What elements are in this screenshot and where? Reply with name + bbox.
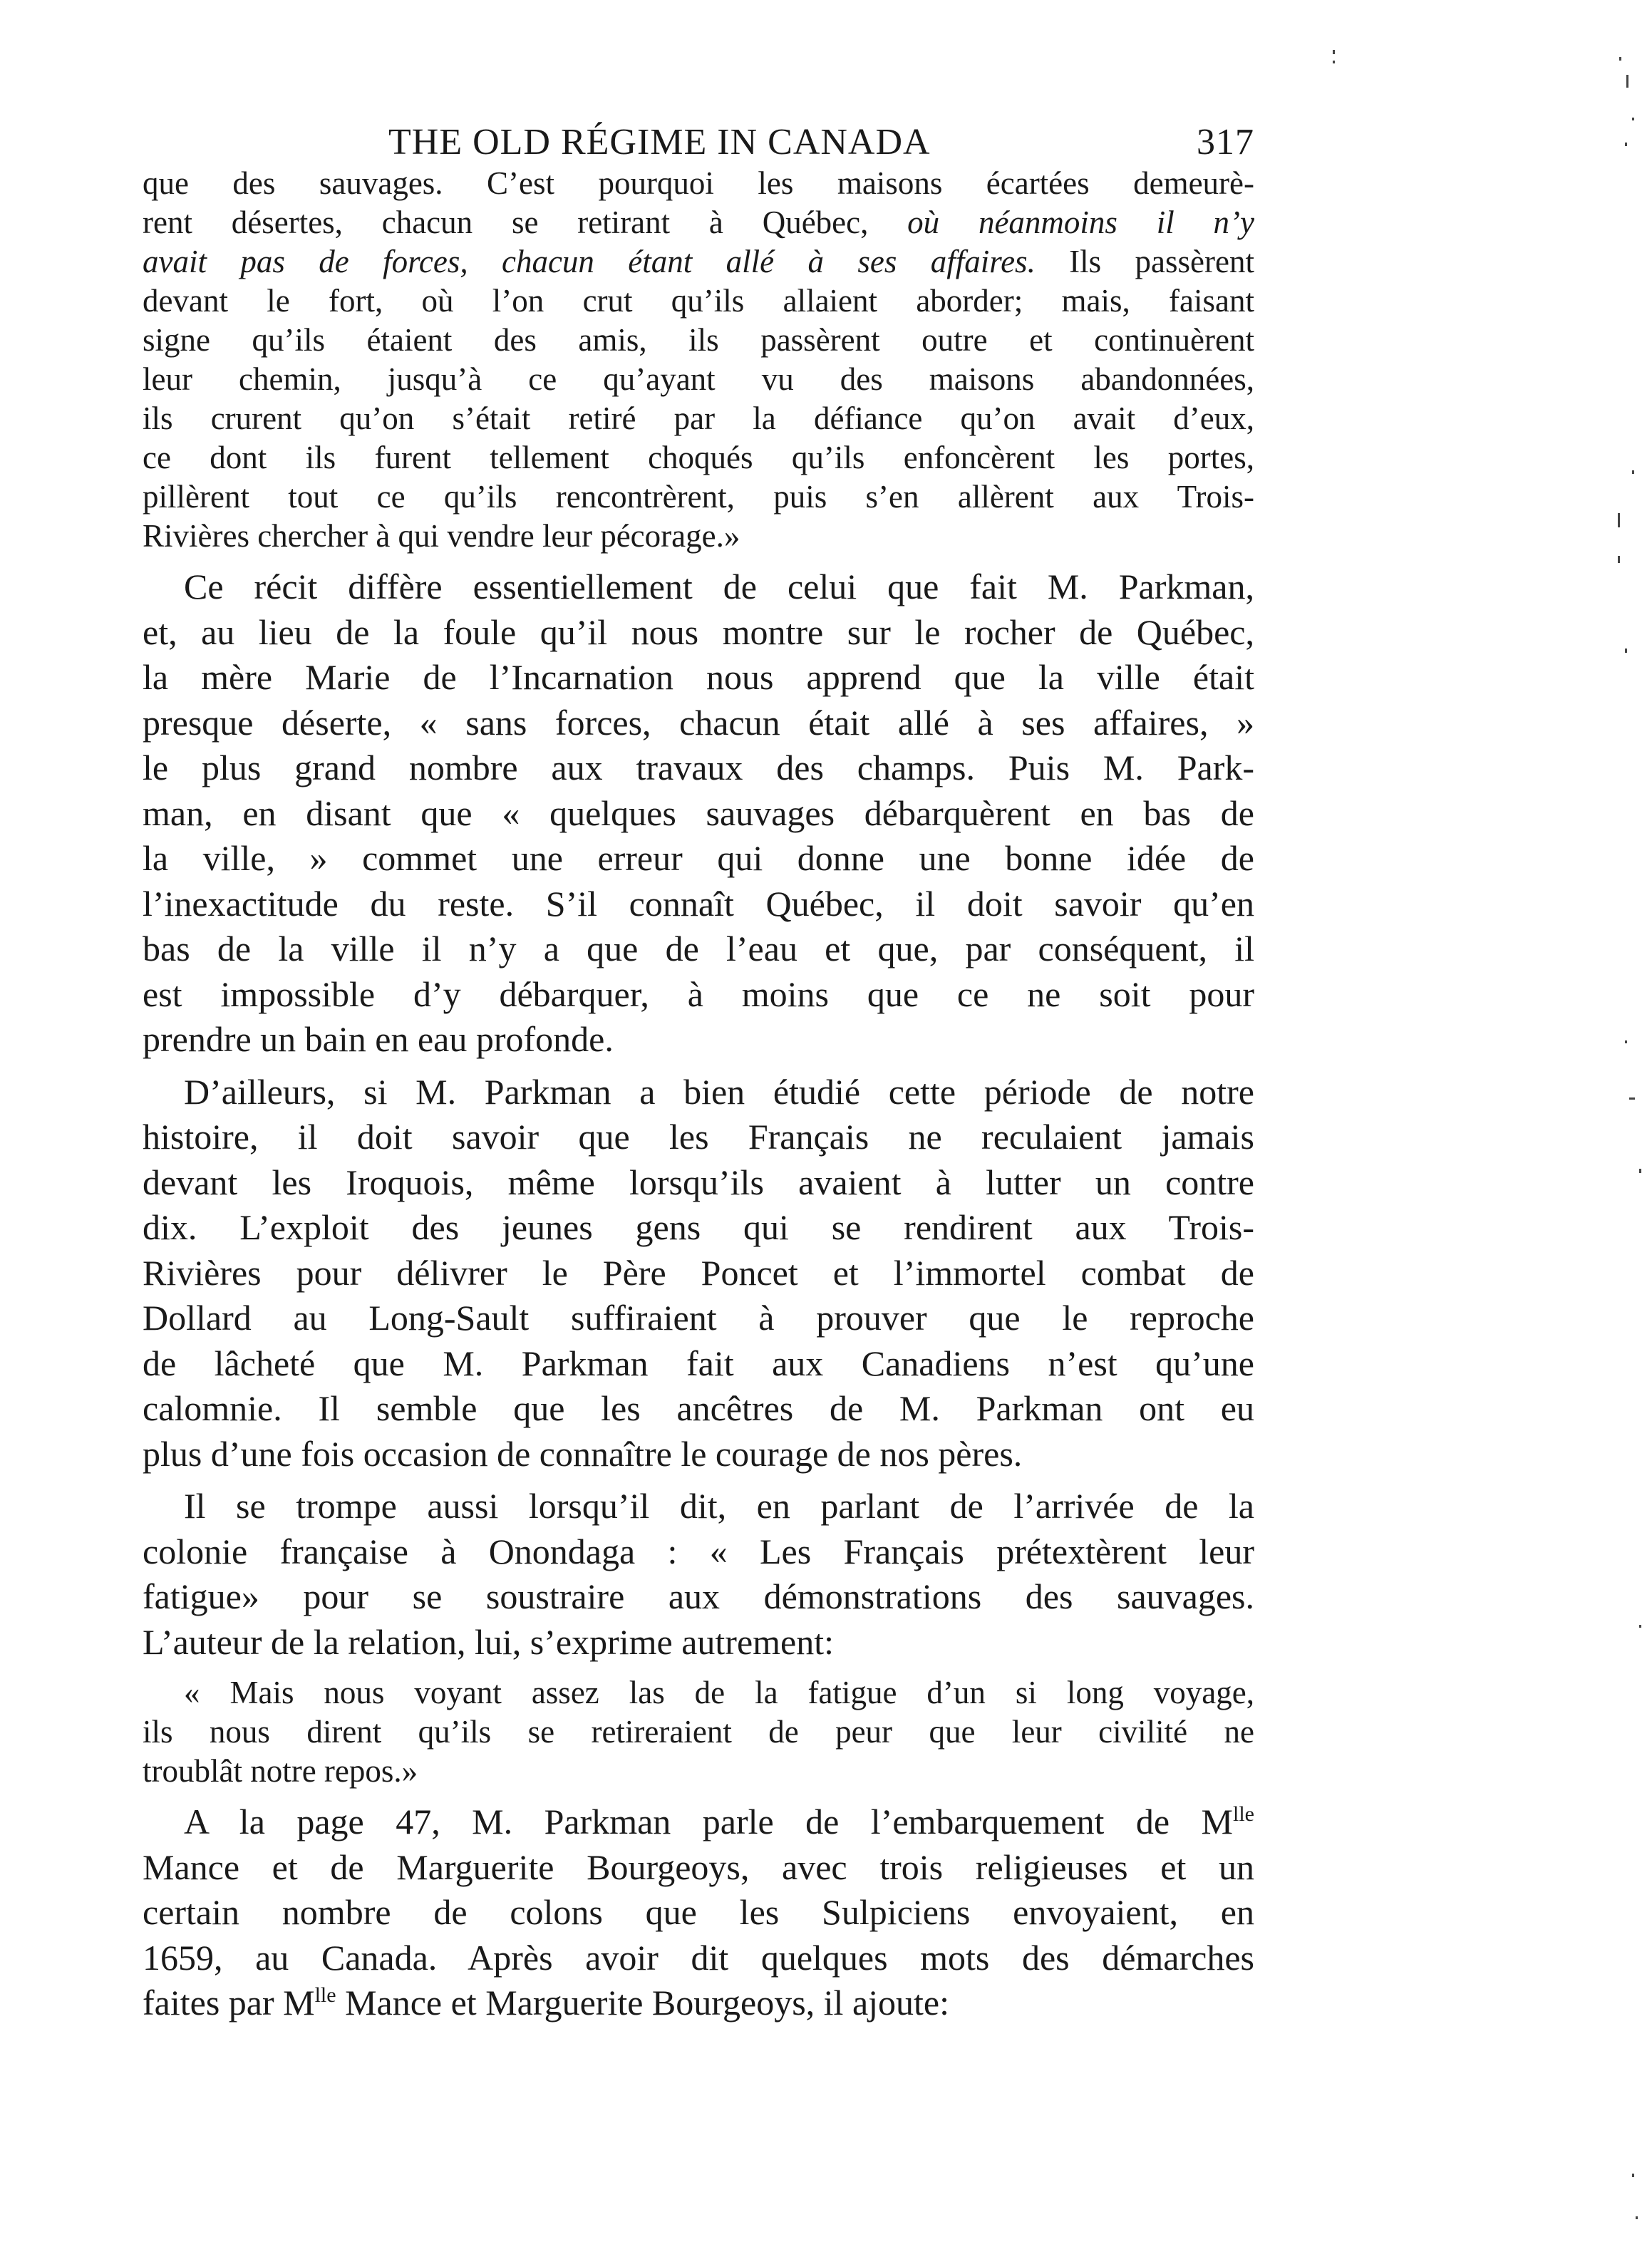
- paragraph: [143, 1484, 1254, 1665]
- superscript: lle: [1233, 1802, 1254, 1826]
- scan-speck: [1632, 118, 1634, 120]
- book-page: [143, 107, 1254, 2033]
- block-quote: [143, 1673, 1254, 1791]
- text-line: ce dont ils furent tellement choqués qu’ils enfoncèrent les portes,: [143, 440, 1254, 475]
- text-line: man, en disant que « quelques sauvages débarquèrent en bas de: [143, 792, 1254, 833]
- scan-speck: [1625, 143, 1627, 146]
- text-line: de lâcheté que M. Parkman fait aux Canadiens n’est qu’une: [143, 1343, 1254, 1383]
- text-line: histoire, il doit savoir que les Français ne reculaient jamais: [143, 1117, 1254, 1157]
- text-line: « Mais nous voyant assez las de la fatigue d’un si long voyage,: [184, 1675, 1254, 1710]
- running-head: [143, 107, 1254, 164]
- text-line: que des sauvages. C’est pourquoi les maisons écartées demeurè-: [143, 165, 1254, 201]
- text-line: Mance et de Marguerite Bourgeoys, avec trois religieuses et un: [143, 1846, 1254, 1887]
- scan-speck: [1333, 50, 1335, 54]
- text-line: signe qu’ils étaient des amis, ils passèrent outre et continuèrent: [143, 322, 1254, 358]
- text-line: dix. L’exploit des jeunes gens qui se rendirent aux Trois-: [143, 1207, 1254, 1247]
- text-line: L’auteur de la relation, lui, s’exprime autrement:: [143, 1621, 835, 1662]
- text-line: certain nombre de colons que les Sulpiciens envoyaient, en: [143, 1892, 1254, 1932]
- text-line: devant les Iroquois, même lorsqu’ils avaient à lutter un contre: [143, 1162, 1254, 1202]
- text-line: plus d’une fois occasion de connaître le courage de nos pères.: [143, 1433, 1023, 1474]
- text-line: la ville, » commet une erreur qui donne une bonne idée de: [143, 838, 1254, 878]
- text-line: colonie française à Onondaga : « Les Français prétextèrent leur: [143, 1531, 1254, 1571]
- text-line: [143, 203, 1254, 242]
- text-line: et, au lieu de la foule qu’il nous montre sur le rocher de Québec,: [143, 611, 1254, 652]
- text-line: pillèrent tout ce qu’ils rencontrèrent, puis s’en allèrent aux Trois-: [143, 479, 1254, 515]
- page-number: 317: [1197, 122, 1254, 162]
- text-line: Dollard au Long-Sault suffiraient à prouver que le reproche: [143, 1298, 1254, 1338]
- text-line: ils crurent qu’on s’était retiré par la défiance qu’on avait d’eux,: [143, 401, 1254, 436]
- text-line: Il se trompe aussi lorsqu’il dit, en parlant de l’arrivée de la: [184, 1486, 1254, 1526]
- text-segment: rent désertes, chacun se retirant à Québec,: [143, 205, 908, 240]
- text-line: ils nous dirent qu’ils se retireraient de peur que leur civilité ne: [143, 1714, 1254, 1750]
- text-line: fatigue» pour se soustraire aux démonstrations des sauvages.: [143, 1576, 1254, 1616]
- scan-speck: [1632, 470, 1634, 474]
- text-line: Rivières pour délivrer le Père Poncet et l’immortel combat de: [143, 1252, 1254, 1293]
- text-segment: faites par M: [143, 1983, 315, 2023]
- scan-speck: [1618, 513, 1620, 527]
- scan-speck: [1626, 75, 1628, 88]
- text-line: Rivières chercher à qui vendre leur pécorage.»: [143, 518, 740, 554]
- superscript: lle: [314, 1983, 336, 2007]
- running-title: THE OLD RÉGIME IN CANADA: [388, 122, 931, 162]
- quote-continuation: [143, 164, 1254, 556]
- text-line: prendre un bain en eau profonde.: [143, 1019, 614, 1059]
- text-segment: Mance et Marguerite Bourgeoys, il ajoute:: [336, 1983, 950, 2023]
- text-line: [143, 242, 1254, 281]
- text-line: [143, 1799, 1254, 1845]
- italic-segment: avait pas de forces, chacun étant allé à ses affaires.: [143, 244, 1036, 279]
- scan-speck: [1618, 556, 1620, 563]
- text-line: le plus grand nombre aux travaux des champs. Puis M. Park-: [143, 748, 1254, 787]
- text-line: 1659, au Canada. Après avoir dit quelques mots des démarches: [143, 1937, 1254, 1978]
- scan-speck: [1619, 57, 1621, 61]
- text-segment: A la page 47, M. Parkman parle de l’embarquement de M: [184, 1802, 1233, 1841]
- scan-speck: [1636, 2216, 1638, 2219]
- text-line: [143, 1980, 1254, 2026]
- scan-speck: [1632, 2174, 1634, 2177]
- italic-segment: où néanmoins il n’y: [907, 205, 1254, 240]
- scan-speck: [1639, 1625, 1641, 1628]
- text-line: Ce récit diffère essentiellement de celui que fait M. Parkman,: [184, 567, 1254, 606]
- text-line: la mère Marie de l’Incarnation nous apprend que la ville était: [143, 657, 1254, 697]
- scan-speck: [1333, 61, 1335, 63]
- text-line: leur chemin, jusqu’à ce qu’ayant vu des maisons abandonnées,: [143, 361, 1254, 397]
- text-line: est impossible d’y débarquer, à moins que ce ne soit pour: [143, 973, 1254, 1014]
- text-line: troublât notre repos.»: [143, 1753, 418, 1789]
- text-line: presque déserte, « sans forces, chacun était allé à ses affaires, »: [143, 702, 1254, 743]
- scan-speck: [1629, 1097, 1635, 1100]
- text-segment: Ils passèrent: [1035, 244, 1254, 279]
- text-line: bas de la ville il n’y a que de l’eau et que, par conséquent, il: [143, 929, 1254, 968]
- paragraph: [143, 1070, 1254, 1477]
- paragraph: [143, 564, 1254, 1063]
- text-line: l’inexactitude du reste. S’il connaît Québec, il doit savoir qu’en: [143, 883, 1254, 924]
- text-line: D’ailleurs, si M. Parkman a bien étudié cette période de notre: [184, 1071, 1254, 1112]
- scan-speck: [1639, 1169, 1641, 1173]
- scan-speck: [1625, 1040, 1627, 1043]
- scan-speck: [1625, 649, 1627, 653]
- paragraph: [143, 1799, 1254, 2026]
- page-body: [143, 164, 1254, 2026]
- text-line: calomnie. Il semble que les ancêtres de M. Parkman ont eu: [143, 1388, 1254, 1428]
- text-line: devant le fort, où l’on crut qu’ils allaient aborder; mais, faisant: [143, 283, 1254, 319]
